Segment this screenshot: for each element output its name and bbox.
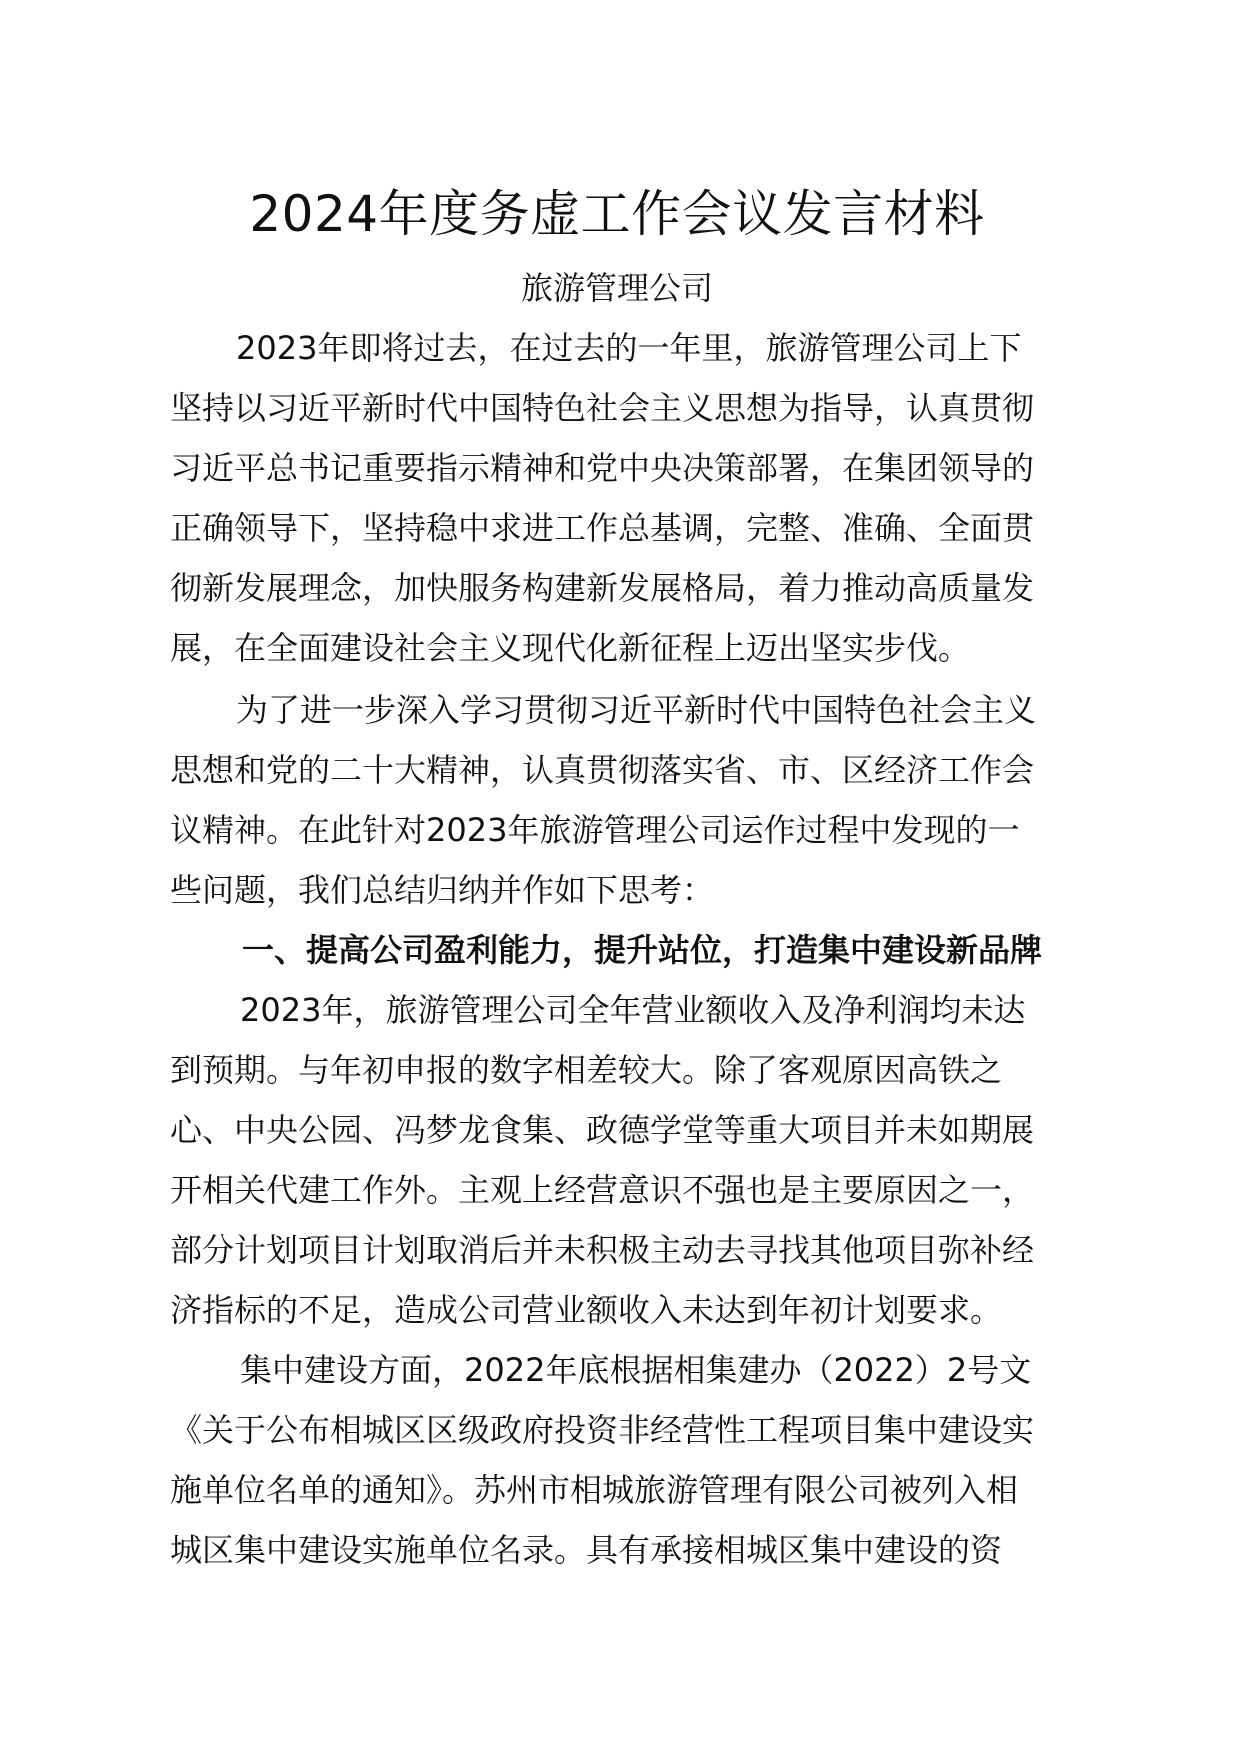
paragraph-line: 部分计划项目计划取消后并未积极主动去寻找其他项目弥补经 <box>170 1231 1035 1269</box>
paragraph-line: 到预期。与年初申报的数字相差较大。除了客观原因高铁之 <box>170 1051 1003 1089</box>
paragraph-line: 正确领导下，坚持稳中求进工作总基调，完整、准确、全面贯 <box>170 509 1035 547</box>
paragraph-line: 济指标的不足，造成公司营业额收入未达到年初计划要求。 <box>170 1291 1003 1329</box>
paragraph-line: 坚持以习近平新时代中国特色社会主义思想为指导，认真贯彻 <box>170 389 1035 427</box>
paragraph-line: 思想和党的二十大精神，认真贯彻落实省、市、区经济工作会 <box>170 751 1035 789</box>
paragraph-line: 彻新发展理念，加快服务构建新发展格局，着力推动高质量发 <box>170 569 1035 607</box>
paragraph-line: 议精神。在此针对2023年旅游管理公司运作过程中发现的一 <box>170 811 1020 849</box>
paragraph-line: 2023年即将过去，在过去的一年里，旅游管理公司上下 <box>236 329 1022 367</box>
paragraph-line: 开相关代建工作外。主观上经营意识不强也是主要原因之一， <box>170 1171 1035 1209</box>
paragraph-line: 展，在全面建设社会主义现代化新征程上迈出坚实步伐。 <box>170 629 971 667</box>
document-title: 2024年度务虚工作会议发言材料 <box>249 185 985 243</box>
paragraph-line: 为了进一步深入学习贯彻习近平新时代中国特色社会主义 <box>236 691 1037 729</box>
paragraph-line: 施单位名单的通知》。苏州市相城旅游管理有限公司被列入相 <box>170 1471 1019 1509</box>
paragraph-line: 城区集中建设实施单位名录。具有承接相城区集中建设的资 <box>170 1531 1003 1569</box>
paragraph-line: 习近平总书记重要指示精神和党中央决策部署，在集团领导的 <box>170 449 1035 487</box>
document-organization: 旅游管理公司 <box>520 269 713 307</box>
paragraph-line: 心、中央公园、冯梦龙食集、政德学堂等重大项目并未如期展 <box>170 1111 1035 1149</box>
paragraph-line: 《关于公布相城区区级政府投资非经营性工程项目集中建设实 <box>170 1411 1035 1449</box>
paragraph-line: 2023年，旅游管理公司全年营业额收入及净利润均未达 <box>240 991 1026 1029</box>
paragraph-line: 集中建设方面，2022年底根据相集建办（2022）2号文 <box>240 1351 1032 1389</box>
paragraph-line: 些问题，我们总结归纳并作如下思考： <box>170 871 715 909</box>
section-heading: 一、提高公司盈利能力，提升站位，打造集中建设新品牌 <box>242 931 1043 969</box>
